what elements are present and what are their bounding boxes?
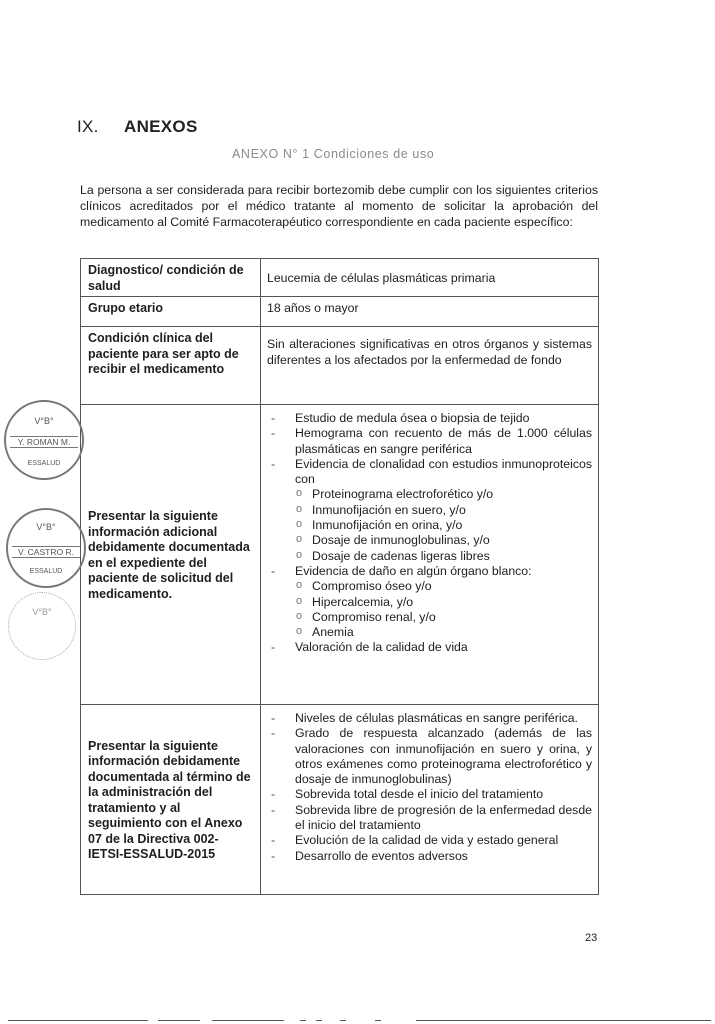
footer-rule [316, 1020, 322, 1021]
sub-list-item: o Compromiso óseo y/o [267, 579, 592, 594]
list-item [267, 564, 592, 640]
page-number: 23 [585, 932, 598, 944]
row-value [261, 705, 599, 895]
approval-stamp [4, 400, 84, 480]
table-row [81, 705, 599, 895]
list-item-text: Evidencia de daño en algún órgano blanco: [295, 563, 532, 578]
sub-list-item: o Proteinograma electroforético y/o [267, 487, 592, 502]
list-item: - Evolución de la calidad de vida y estado general [267, 833, 592, 848]
row-value: 18 años o mayor [261, 297, 599, 327]
footer-rule [8, 1020, 148, 1021]
footer-rule [375, 1020, 381, 1021]
list-item: - Estudio de medula ósea o biopsia de tejido [267, 411, 592, 426]
footer-rule [416, 1020, 711, 1021]
section-number: IX. [77, 117, 99, 136]
stamp-vb: V°B° [32, 607, 52, 617]
section-heading [77, 117, 198, 137]
footer-rule [158, 1020, 200, 1021]
footer-rule [212, 1020, 284, 1021]
requirements-list [267, 411, 592, 656]
list-item: - Hemograma con recuento de más de 1.000 células plasmáticas en sangre periférica [267, 426, 592, 457]
sub-list-item: o Compromiso renal, y/o [267, 610, 592, 625]
row-label: Presentar la siguiente información debidamente documentada al término de la administración del tratamiento y al seguimiento con el Anexo 07 de la Directiva 002-IETSI-ESSALUD-2015 [81, 705, 261, 895]
sub-list-item: o Hipercalcemia, y/o [267, 595, 592, 610]
list-item: - Sobrevida total desde el inicio del tratamiento [267, 787, 592, 802]
table-row [81, 405, 599, 705]
approval-stamp [8, 592, 76, 660]
list-item: - Sobrevida libre de progresión de la enfermedad desde el inicio del tratamiento [267, 803, 592, 834]
approval-stamp [6, 508, 86, 588]
stamp-vb: V°B° [34, 416, 54, 426]
list-item [267, 457, 592, 564]
sub-list-item: o Anemia [267, 625, 592, 640]
sub-list-item: o Inmunofijación en orina, y/o [267, 518, 592, 533]
intro-paragraph: La persona a ser considerada para recibir bortezomib debe cumplir con los siguientes criterios clínicos acreditados por el médico tratante al momento de solicitar la aprobación del medicamento al Comité Farmacoterapéutico correspondiente en cada paciente específico: [80, 183, 598, 229]
list-item: - Grado de respuesta alcanzado (además de las valoraciones con inmunofijación en suero y orina, y otros exámenes como proteinograma electroforético y dosaje de inmunoglobulinas) [267, 726, 592, 787]
row-value: Sin alteraciones significativas en otros órganos y sistemas diferentes a los afectados por la enfermedad de fondo [261, 327, 599, 405]
footer-rule [300, 1020, 306, 1021]
list-item-text: Evidencia de clonalidad con estudios inmunoproteicos con [295, 456, 592, 487]
stamp-name: Y. ROMAN M. [10, 436, 78, 448]
sub-list-item: o Dosaje de inmunoglobulinas, y/o [267, 533, 592, 548]
row-label: Diagnostico/ condición de salud [81, 259, 261, 297]
sub-list-item: o Dosaje de cadenas ligeras libres [267, 549, 592, 564]
table-row [81, 297, 599, 327]
stamp-vb: V°B° [36, 522, 56, 532]
sub-list [267, 487, 592, 563]
sub-list [267, 579, 592, 640]
stamp-org: ESSALUD [27, 460, 61, 467]
sub-list-item: o Inmunofijación en suero, y/o [267, 503, 592, 518]
list-item: - Niveles de células plasmáticas en sangre periférica. [267, 711, 592, 726]
followup-list [267, 711, 592, 864]
conditions-table [80, 258, 599, 895]
section-title: ANEXOS [124, 117, 198, 136]
row-label: Condición clínica del paciente para ser apto de recibir el medicamento [81, 327, 261, 405]
row-value: Leucemia de células plasmáticas primaria [261, 259, 599, 297]
row-value [261, 405, 599, 705]
table-row [81, 259, 599, 297]
annex-title: ANEXO N° 1 Condiciones de uso [232, 147, 435, 161]
row-label: Grupo etario [81, 297, 261, 327]
row-label: Presentar la siguiente información adicional debidamente documentada en el expediente del paciente de solicitud del medicamento. [81, 405, 261, 705]
stamp-org: ESSALUD [29, 568, 63, 575]
list-item: - Desarrollo de eventos adversos [267, 849, 592, 864]
list-item: - Valoración de la calidad de vida [267, 640, 592, 655]
footer-rule [340, 1020, 346, 1021]
table-row [81, 327, 599, 405]
stamp-name: V. CASTRO R. [12, 546, 80, 558]
